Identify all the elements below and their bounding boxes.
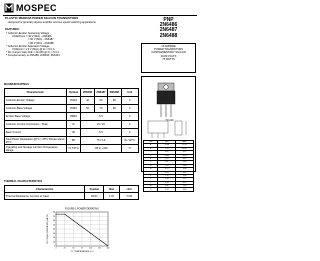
part-number-block: [141, 18, 196, 39]
feature-line: * Complementary to 2N6489, 2N6490, 2N6491: [6, 54, 60, 58]
dim-cell: 0.72: [158, 168, 176, 171]
characteristic-cell: Thermal Resistance Junction to Case: [5, 193, 85, 200]
characteristic-cell: Collector-Base Voltage: [5, 105, 67, 113]
col-symbol: Symbol: [66, 89, 81, 97]
desc-line: 40-80 VOLTS: [160, 54, 177, 58]
value-cell: 80: [108, 97, 121, 105]
col-characteristic: Characteristic: [5, 89, 67, 97]
col-2n6486: 2N6486: [81, 89, 94, 97]
dim-cell: C: [144, 151, 158, 154]
dim-cell: 3.90: [176, 188, 194, 191]
col-symbol: Symbol: [85, 186, 104, 193]
dim-cell: J: [144, 174, 158, 177]
feature-line: = 80 V (Min) - 2N6488: [28, 41, 54, 45]
dim-cell: E: [144, 157, 158, 160]
value-cell: 90: [108, 105, 121, 113]
dim-cell: 2.20: [158, 178, 176, 181]
table-row: [5, 121, 139, 129]
symbol-cell: RθJC: [85, 193, 104, 200]
data-point: [99, 239, 100, 240]
features-list: [6, 32, 138, 58]
col-unit: Unit: [120, 186, 139, 193]
document-subtitle: ...designed for general purpose amplifier and low speed switching applications.: [6, 21, 97, 24]
transistor-type: PNP: [163, 17, 174, 23]
dim-header-cell: DIM: [144, 141, 158, 144]
thermal-title: THERMAL CHARACTERISTICS: [4, 180, 43, 183]
unit-cell: V: [121, 105, 138, 113]
feature-line: * Collector-Emitter Saturation Voltage -: [6, 44, 51, 48]
x-tick-label: 50: [72, 247, 75, 250]
x-tick-label: 0: [55, 247, 57, 250]
dim-cell: 4.22: [158, 171, 176, 174]
brand-logo: [4, 3, 57, 13]
dim-cell: 3.66: [176, 161, 194, 164]
data-point: [90, 233, 91, 234]
dim-header-cell: MAX: [176, 141, 194, 144]
unit-cell: °C: [121, 145, 138, 153]
dim-cell: D: [144, 154, 158, 157]
dim-cell: 14.68: [158, 144, 176, 147]
dim-cell: B: [144, 147, 158, 150]
features-title: FEATURES:: [5, 28, 20, 31]
data-point: [73, 220, 74, 221]
dim-cell: K: [144, 178, 158, 181]
desc-line: COMPLEMENTARY SILICON: [151, 51, 186, 55]
table-header-row: [5, 89, 139, 97]
dim-cell: L: [144, 181, 158, 184]
description-box: [141, 43, 196, 73]
table-row: [5, 113, 139, 121]
thermal-table: [4, 185, 139, 200]
unit-cell: °C/W: [120, 193, 139, 200]
feature-line: * Collector-Emitter Sustaining Voltage -: [6, 32, 51, 35]
dim-cell: 2.42: [158, 161, 176, 164]
dim-cell: 2.98: [176, 185, 194, 188]
desc-line: 75 WATTS: [162, 57, 175, 61]
dim-cell: 3.57: [158, 157, 176, 160]
symbol-cell: IC: [66, 121, 81, 129]
symbol-cell: TJ,TSTG: [66, 145, 81, 153]
part-number: 2N6488: [159, 32, 178, 39]
dim-cell: 3.70: [158, 188, 176, 191]
dim-cell: G: [144, 164, 158, 167]
symbol-cell: PD: [66, 137, 81, 145]
x-axis-label: TC, TEMPERATURE (°C): [70, 251, 94, 253]
y-tick-label: 10: [53, 241, 55, 244]
dim-cell: 1.36: [176, 164, 194, 167]
value-cell: 70: [94, 105, 107, 113]
dim-cell: 0.55: [176, 181, 194, 184]
document-title: PLASTIC MEDIUM POWER SILICON TRANSISTORS: [5, 16, 79, 20]
max-ratings-title: MAXIMUM RATINGS: [4, 83, 29, 86]
to220-package-drawing: [142, 77, 197, 139]
data-point: [108, 246, 109, 247]
col-2n6488: 2N6488: [108, 89, 121, 97]
y-tick-label: 50: [53, 224, 55, 227]
dim-cell: O: [144, 188, 158, 191]
part-number: 2N6487: [159, 27, 178, 34]
value-cell: 1.67: [104, 193, 120, 200]
y-tick-label: 70: [53, 215, 55, 218]
symbol-cell: IB: [66, 129, 81, 137]
y-tick-label: 20: [53, 237, 55, 240]
table-row: [5, 145, 139, 153]
table-row: [5, 97, 139, 105]
dim-cell: 13.06: [158, 154, 176, 157]
table-row: [5, 193, 139, 200]
characteristic-cell: Emitter-Base Voltage: [5, 113, 67, 121]
dim-cell: I: [144, 171, 158, 174]
chart-title: FIGURE-1 POWER DERATING: [65, 207, 99, 211]
characteristic-cell: Collector Current-Continuous - Peak: [5, 121, 67, 129]
data-point: [56, 214, 57, 215]
unit-cell: V: [121, 97, 138, 105]
col-max: Max: [104, 186, 120, 193]
dim-cell: 14.62: [176, 154, 194, 157]
dimension-table: [143, 140, 194, 192]
table-row: [5, 105, 139, 113]
col-2n6487: 2N6487: [94, 89, 107, 97]
unit-cell: V: [121, 113, 138, 121]
value-cell: -65 to +150: [81, 145, 121, 153]
dim-cell: 2.97: [176, 178, 194, 181]
y-tick-label: 40: [53, 228, 55, 231]
mospec-logo-icon: [4, 3, 14, 13]
data-point: [64, 214, 65, 215]
table-row: [5, 129, 139, 137]
characteristic-cell: Collector-Emitter Voltage: [5, 97, 67, 105]
symbol-cell: VCBO: [66, 105, 81, 113]
dim-cell: M: [144, 185, 158, 188]
value-cell: 5.0: [81, 129, 121, 137]
unit-cell: A: [121, 129, 138, 137]
dim-cell: 1.12: [158, 164, 176, 167]
unit-cell: A: [121, 121, 138, 129]
power-derating-chart: [44, 206, 114, 256]
dim-cell: 5.01: [158, 151, 176, 154]
value-cell: 75 / 0.6: [81, 137, 121, 145]
part-number: 2N6486: [159, 22, 178, 29]
y-tick-label: 30: [53, 232, 55, 235]
max-ratings-table: [4, 88, 139, 153]
feature-line: V(CE)sat = 1.3 V (Max) @ IC = 5.0 A: [12, 48, 55, 52]
dim-cell: H: [144, 168, 158, 171]
symbol-cell: VEBO: [66, 113, 81, 121]
dim-row: [144, 188, 194, 191]
dim-cell: 1.38: [176, 174, 194, 177]
desc-line: 15 AMPERE: [161, 45, 176, 48]
feature-line: * DC Current Gain hFE = 20-150 @ IC = 5.0 A: [6, 51, 60, 55]
characteristic-cell: Operating and Storage Junction Temperature Range: [5, 145, 67, 153]
dim-header-cell: MIN: [158, 141, 176, 144]
package-name: TO-220: [165, 119, 174, 122]
dim-cell: 4.07: [176, 157, 194, 160]
desc-line: POWER TRANSISTORS: [154, 48, 183, 52]
x-tick-label: 75: [81, 247, 83, 250]
value-cell: 50: [81, 105, 94, 113]
feature-line: = 60 V (Min) - 2N6487: [28, 38, 54, 42]
brand-name: MOSPEC: [16, 3, 57, 13]
dim-cell: 2.48: [158, 185, 176, 188]
value-cell: 40: [81, 97, 94, 105]
table-header-row: [5, 186, 139, 193]
unit-cell: W / W/°C: [121, 137, 138, 145]
characteristic-cell: Base Current: [5, 129, 67, 137]
dim-cell: 0.33: [158, 181, 176, 184]
chart-svg: [44, 206, 114, 256]
value-cell: 5.0: [81, 113, 121, 121]
characteristic-cell: Total Power Dissipation @TC = 25°C Derate above 25°C: [5, 137, 65, 144]
col-unit: Unit: [121, 89, 138, 97]
x-tick-label: 25: [63, 247, 66, 250]
dim-cell: 4.98: [176, 171, 194, 174]
feature-line: V(CEO)sus = 40 V (Min) - 2N6486: [12, 35, 52, 39]
dim-cell: A: [144, 144, 158, 147]
x-tick-label: 150: [106, 247, 110, 250]
data-point: [82, 227, 83, 228]
dim-cell: 6.52: [176, 151, 194, 154]
dim-cell: F: [144, 161, 158, 164]
table-row: [5, 137, 139, 145]
col-characteristic: Characteristic: [5, 186, 85, 193]
value-cell: 60: [94, 97, 107, 105]
value-cell: 15 / 20: [81, 121, 121, 129]
x-tick-label: 100: [89, 247, 93, 250]
dim-cell: 15.31: [176, 144, 194, 147]
symbol-cell: VCEO: [66, 97, 81, 105]
dim-cell: 1.14: [158, 174, 176, 177]
dim-cell: 10.42: [176, 147, 194, 150]
y-axis-label: PD, POWER DISSIPATION (WATTS): [47, 214, 49, 244]
x-tick-label: 125: [97, 247, 101, 250]
dim-cell: 0.96: [176, 168, 194, 171]
dim-cell: 9.78: [158, 147, 176, 150]
y-tick-label: 80: [53, 211, 55, 214]
y-tick-label: 60: [53, 220, 55, 223]
y-tick-label: 0: [54, 245, 55, 248]
